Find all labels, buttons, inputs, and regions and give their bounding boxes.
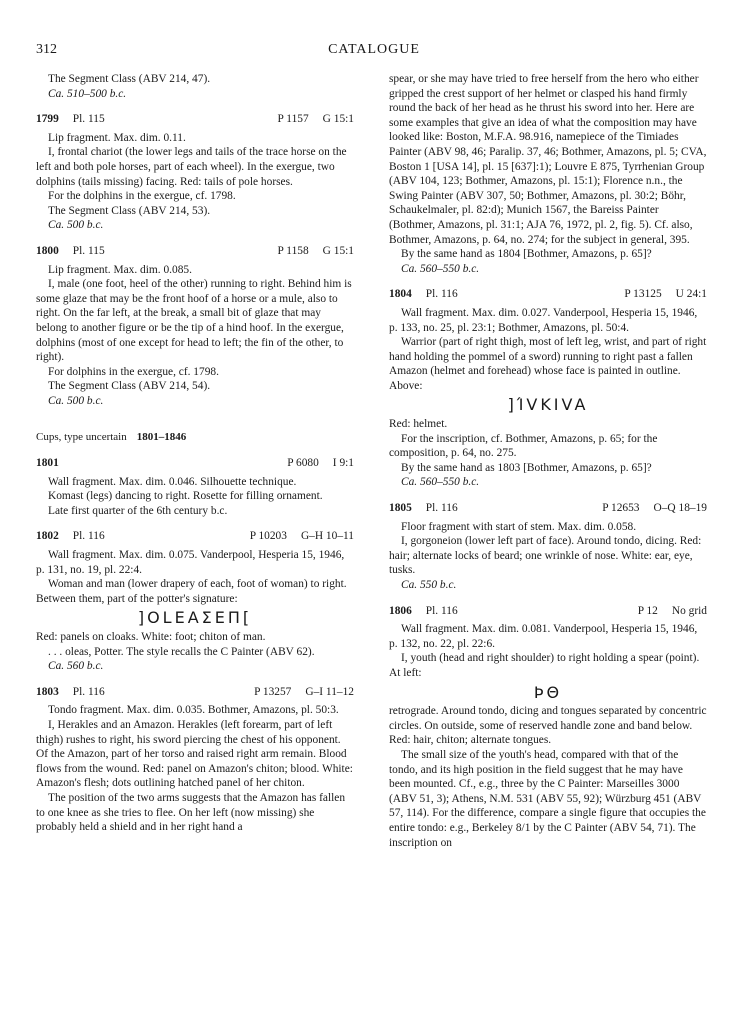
entry-text: I, frontal chariot (the lower legs and tails of the trace horse on the left and both pole horses, part of each wheel). In the exergue, two dolphins (tails missing) facing. Red: tails of pole horses.	[36, 146, 347, 188]
entry-header-1801	[36, 456, 354, 471]
entry-continuation: spear, or she may have tried to free herself from the hero who either gripped the crest support of her helmet or clasped his hand firmly round the back of her head as he thrust his sword into her. Here are some examples that give an idea of what the composition may have looked like: Boston, M.F.A. 98.916, namepiece of the Timiades Painter (ABV 98, 46; Paralip. 37, 46; Bothmer, Amazons, pl. 5; CVA, Boston 1 [USA 14], pl. 15 [637]:1); Louvre E 875, Tyrrhenian Group (ABV 104, 123; Bothmer, Amazons, pl. 15:1); Florence n.n., the Swing Painter (ABV 307, 50; Bothmer, Amazons, pl. 30:2; Böhr, Schaukelmaler, pl. 82:d); Munich 1567, the Bareiss Painter (Bothmer, Amazons, pl. 31:1; AJA 76, 1972, pl. 2, fig. 5). Cf. also, Bothmer, Amazons, p. 64, no. 274; for the subject in general, 395.	[389, 73, 707, 246]
inventory-number: P 13125	[624, 288, 662, 301]
class-line: The Segment Class (ABV 214, 47).	[48, 73, 211, 85]
entry-text: Woman and man (lower drapery of each, foot of woman) to right. Between them, part of the potter's signature:	[36, 578, 347, 605]
page-number: 312	[36, 42, 57, 57]
entry-description: Wall fragment. Max. dim. 0.027. Vanderpool, Hesperia 15, 1946, p. 133, no. 25, pl. 23:1; Bothmer, Amazons, pl. 50:4.	[389, 306, 698, 334]
plate-ref: Pl. 116	[425, 288, 458, 301]
plate-ref: Pl. 116	[425, 502, 458, 515]
entry-description: Lip fragment. Max. dim. 0.085.	[48, 263, 192, 276]
entry-number: 1800	[36, 244, 59, 257]
section-title-text: Cups, type uncertain	[36, 431, 127, 444]
date-line: Ca. 560–550 b.c.	[401, 262, 480, 275]
entry-description: Wall fragment. Max. dim. 0.081. Vanderpool, Hesperia 15, 1946, p. 132, no. 22, pl. 22:6.	[389, 623, 698, 650]
inventory-number: P 10203	[249, 530, 287, 543]
entry-header-1800	[36, 244, 354, 259]
date-line: Ca. 500 b.c.	[48, 394, 104, 407]
entry-number: 1805	[389, 502, 412, 515]
entry-description: Lip fragment. Max. dim. 0.11.	[48, 131, 186, 144]
entry-header-1802	[36, 529, 354, 544]
plate-ref: Pl. 115	[72, 113, 105, 126]
entry-note: For the dolphins in the exergue, cf. 1798.	[48, 190, 236, 203]
entry-number: 1801	[36, 457, 59, 470]
left-column	[36, 72, 354, 835]
inventory-number: P 12653	[602, 502, 640, 515]
entry-header-1803	[36, 685, 354, 700]
plate-ref: Pl. 116	[425, 604, 458, 617]
plate-ref: Pl. 116	[72, 530, 105, 543]
entry-number: 1802	[36, 530, 59, 543]
class-line: The Segment Class (ABV 214, 53).	[48, 204, 211, 217]
grid-ref: U 24:1	[675, 288, 707, 301]
right-column	[389, 72, 707, 850]
entry-note: For dolphins in the exergue, cf. 1798.	[48, 365, 219, 378]
plate-ref: Pl. 116	[72, 685, 105, 698]
entry-description: Wall fragment. Max. dim. 0.075. Vanderpool, Hesperia 15, 1946, p. 131, no. 19, pl. 22:4.	[36, 549, 345, 576]
inscription-text: ]ΊVKIVA	[507, 395, 589, 415]
entry-note: . . . oleas, Potter. The style recalls the C Painter (ABV 62).	[48, 645, 315, 658]
entry-header-1804	[389, 287, 707, 302]
entry-number: 1799	[36, 113, 59, 126]
grid-ref: G 15:1	[322, 113, 354, 126]
grid-ref: No grid	[671, 604, 707, 617]
entry-text: Warrior (part of right thigh, most of left leg, wrist, and part of right hand holding the pommel of a sword) running to right past a fallen Amazon (helmet and forehead) whose face is painted in outline. Above:	[389, 336, 707, 392]
inventory-number: P 12	[637, 604, 658, 617]
running-head: CATALOGUE	[328, 42, 420, 57]
entry-text: Komast (legs) dancing to right. Rosette for filling ornament.	[48, 490, 323, 503]
entry-note: By the same hand as 1803 [Bothmer, Amazons, p. 65]?	[401, 461, 652, 474]
entry-text: retrograde. Around tondo, dicing and tongues separated by concentric circles. On outside, some of reserved handle zone and band below. Red: hair, chiton; alternate tongues.	[389, 705, 707, 747]
date-line: Ca. 560 b.c.	[48, 660, 104, 673]
date-line: Ca. 500 b.c.	[48, 219, 104, 232]
entry-description: Wall fragment. Max. dim. 0.046. Silhouette technique.	[48, 475, 297, 488]
date-line: Late first quarter of the 6th century b.c.	[48, 504, 228, 517]
grid-ref: G–H 10–11	[300, 530, 354, 543]
entry-note: By the same hand as 1804 [Bothmer, Amazons, p. 65]?	[401, 248, 652, 261]
entry-number: 1803	[36, 685, 59, 698]
potter-signature-inscription: ]OLEAΣEΠ[	[137, 608, 253, 628]
entry-text: I, youth (head and right shoulder) to right holding a spear (point). At left:	[389, 652, 700, 679]
section-title	[36, 430, 354, 445]
date-line: Ca. 510–500 b.c.	[48, 87, 127, 100]
entry-header-1806	[389, 604, 707, 619]
date-line: Ca. 560–550 b.c.	[401, 476, 480, 489]
grid-ref: G 15:1	[322, 244, 354, 257]
plate-ref: Pl. 115	[72, 244, 105, 257]
color-notes: Red: panels on cloaks. White: foot; chiton of man.	[36, 631, 266, 643]
entry-text: I, gorgoneion (lower left part of face). Around tondo, dicing. Red: hair; alternate locks of beard; one wrinkle of nose. White: ear, eye, tusks.	[389, 535, 702, 577]
date-line: Ca. 550 b.c.	[401, 579, 457, 591]
entry-header-1799	[36, 112, 354, 127]
section-range: 1801–1846	[136, 431, 187, 444]
inventory-number: P 13257	[254, 685, 292, 698]
inscription-text: ÞΘ	[533, 682, 563, 702]
entry-description: Tondo fragment. Max. dim. 0.035. Bothmer, Amazons, pl. 50:3.	[48, 704, 339, 717]
entry-header-1805	[389, 501, 707, 516]
entry-number: 1804	[389, 288, 412, 301]
entry-description: Floor fragment with start of stem. Max. dim. 0.058.	[401, 520, 637, 533]
entry-number: 1806	[389, 604, 412, 617]
grid-ref: G–I 11–12	[305, 685, 354, 698]
grid-ref: I 9:1	[332, 457, 354, 470]
entry-text: The position of the two arms suggests that the Amazon has fallen to one knee as she tries to flee. On her left (now missing) she probably held a shield and in her right hand a	[36, 791, 346, 834]
inventory-number: P 1158	[277, 244, 309, 257]
entry-text: I, male (one foot, heel of the other) running to right. Behind him is some glaze that may be the front hoof of a horse or a mule, also to right. On the far left, at the break, a small bit of glaze that may belong to another figure or be the tip of a hind hoof. In the exergue, dolphins (most of one except for head to left; the fin of the other, to right).	[36, 278, 352, 364]
entry-text: I, Herakles and an Amazon. Herakles (left forearm, part of left thigh) rushes to right, his sword piercing the chest of his opponent. Of the Amazon, part of her torso and raised right arm remain. Blood flows from the wound. Red: panel on Amazon's chiton; blood. White: Amazon's flesh; dots outlining hatched panel of her chiton.	[36, 718, 353, 790]
class-line: The Segment Class (ABV 214, 54).	[48, 380, 211, 393]
entry-text: The small size of the youth's head, compared with that of the tondo, and its high position in the field suggest that he may have been mounted. Cf., e.g., three by the C Painter: Marseilles 3000 (ABV 51, 3); Athens, N.M. 531 (ABV 55, 92); Würzburg 451 (ABV 57, 114). For the difference, compare a single figure that occupies the entire tondo: e.g., Berkeley 8/1 by the C Painter (ABV 54, 71). The inscription on	[389, 748, 706, 849]
color-notes: Red: helmet.	[389, 418, 448, 431]
inventory-number: P 1157	[277, 113, 309, 126]
inventory-number: P 6080	[287, 457, 319, 470]
grid-ref: O–Q 18–19	[653, 502, 707, 515]
entry-note: For the inscription, cf. Bothmer, Amazons, p. 65; for the composition, p. 64, no. 275.	[389, 432, 658, 460]
